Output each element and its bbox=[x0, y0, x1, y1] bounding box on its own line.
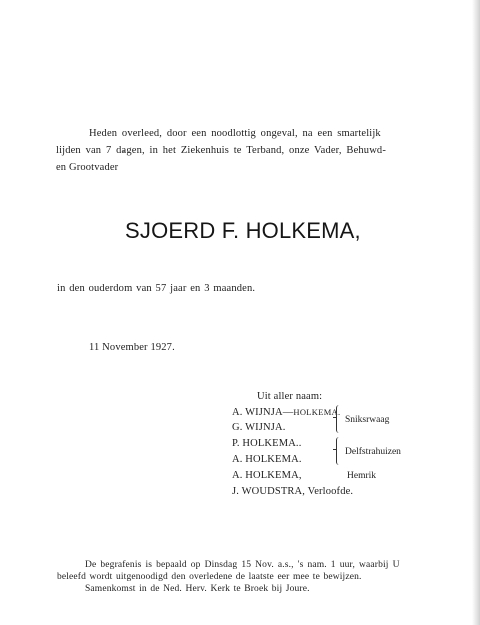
signatory-name: P. HOLKEMA.. bbox=[232, 438, 302, 449]
intro-line-2: lijden van 7 dagen, in het Ziekenhuis te Terband, onze Vader, Behuwd- bbox=[56, 145, 386, 156]
group-brace bbox=[336, 405, 341, 433]
scan-edge bbox=[472, 0, 480, 625]
signatory-name-suffix: HOLKEMA. bbox=[293, 407, 341, 417]
intro-line-1: Heden overleed, door een noodlottig ongeval, na een smartelijk bbox=[89, 128, 381, 139]
age-line: in den ouderdom van 57 jaar en 3 maanden. bbox=[57, 283, 256, 294]
intro-line-3: en Grootvader bbox=[56, 162, 119, 173]
place-label: Delfstrahuizen bbox=[345, 447, 401, 457]
signatories-heading: Uit aller naam: bbox=[257, 391, 323, 402]
funeral-note-line-2: beleefd wordt uitgenoodigd den overledene de laatste eer mee te bewijzen. bbox=[57, 572, 362, 582]
signatory-name: A. WIJNJA— bbox=[232, 407, 294, 418]
signatory-name: G. WIJNJA. bbox=[232, 422, 286, 433]
signatory-name: J. WOUDSTRA, Verloofde. bbox=[232, 486, 354, 497]
place-label: Sniksrwaag bbox=[345, 415, 390, 425]
signatory-row bbox=[232, 438, 301, 450]
signatory-name: A. HOLKEMA. bbox=[232, 454, 302, 465]
signatory-row bbox=[232, 406, 340, 419]
group-brace bbox=[336, 437, 341, 465]
funeral-note-line-3: Samenkomst in de Ned. Herv. Kerk te Broek bij Joure. bbox=[85, 584, 310, 594]
signatory-row bbox=[232, 422, 286, 434]
funeral-note-line-1: De begrafenis is bepaald op Dinsdag 15 Nov. a.s., 's nam. 1 uur, waarbij U bbox=[85, 560, 400, 570]
date-line: 11 November 1927. bbox=[89, 342, 175, 353]
place-label: Hemrik bbox=[347, 471, 377, 481]
signatory-row bbox=[232, 470, 302, 482]
signatory-row bbox=[232, 486, 353, 498]
deceased-name: SJOERD F. HOLKEMA, bbox=[125, 218, 361, 243]
signatory-row bbox=[232, 454, 302, 466]
signatory-name: A. HOLKEMA, bbox=[232, 470, 302, 481]
